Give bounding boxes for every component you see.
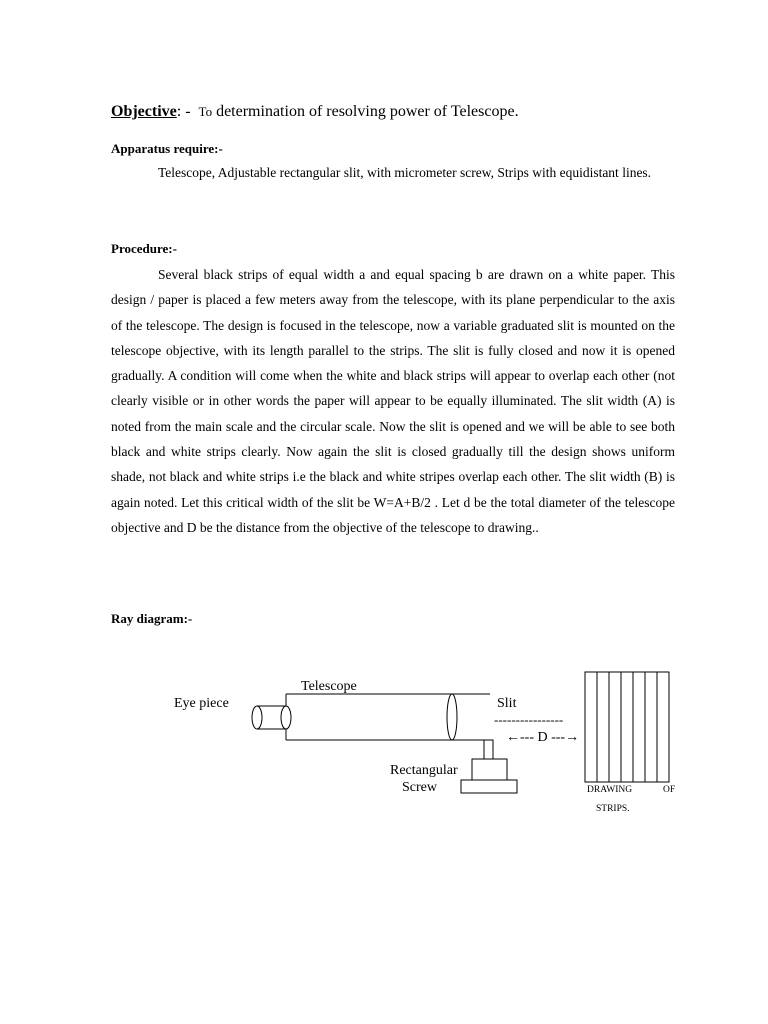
eyepiece-right-end — [281, 706, 291, 729]
objective-to: To — [198, 104, 213, 119]
of-label: OF — [663, 785, 676, 795]
objective-text: determination of resolving power of Telescope. — [216, 103, 519, 120]
strips-label: STRIPS. — [596, 804, 630, 814]
ray-diagram-heading: Ray diagram:- — [111, 611, 193, 626]
procedure-heading: Procedure:- — [111, 241, 177, 256]
screw-block — [472, 759, 507, 780]
distance-d-label: ←--- D ---→ — [506, 730, 580, 745]
objective-lens — [447, 694, 457, 740]
slit-post — [484, 740, 493, 759]
drawing-label: DRAWING — [587, 785, 633, 795]
screw-label: Screw — [402, 780, 437, 795]
eyepiece-left-end — [252, 706, 262, 729]
telescope-label: Telescope — [301, 679, 357, 694]
apparatus-text: Telescope, Adjustable rectangular slit, with micrometer screw, Strips with equidistant lines. — [158, 165, 652, 180]
eye-piece-label: Eye piece — [174, 696, 229, 711]
objective-line — [111, 103, 519, 121]
procedure-text: Several black strips of equal width a and equal spacing b are drawn on a white paper. This design / paper is placed a few meters away from the telescope, with its plane perpendicular to the axis of the telescope. The design is focused in the telescope, now a variable graduated slit is mounted on the telescope objective, with its length parallel to the strips. The slit is fully closed and now it is opened gradually. A condition will come when the white and black strips will appear to overlap each other (not clearly visible or in other words the paper will appear to be equally illuminated. The slit width (A) is noted from the main scale and the circular scale. Now the slit is opened and we will be able to see both black and white strips clearly. Now again the slit is closed gradually till the design shows uniform shade, not black and white strips i.e the black and white stripes overlap each other. The slit width (B) is again noted. Let this critical width of the slit be W=A+B/2 . Let d be the total diameter of the telescope objective and D be the distance from the objective of the telescope to drawing.. — [111, 267, 675, 535]
ray-diagram — [0, 640, 768, 830]
slit-label: Slit — [497, 696, 517, 711]
objective-label: Objective — [111, 103, 177, 120]
slit-dashes: ---------------- — [494, 712, 564, 727]
objective-separator: : - — [176, 103, 191, 120]
rectangular-label: Rectangular — [390, 763, 458, 778]
drawing-of-strips — [585, 672, 669, 782]
screw-base — [461, 780, 517, 793]
apparatus-heading: Apparatus require:- — [111, 141, 223, 156]
